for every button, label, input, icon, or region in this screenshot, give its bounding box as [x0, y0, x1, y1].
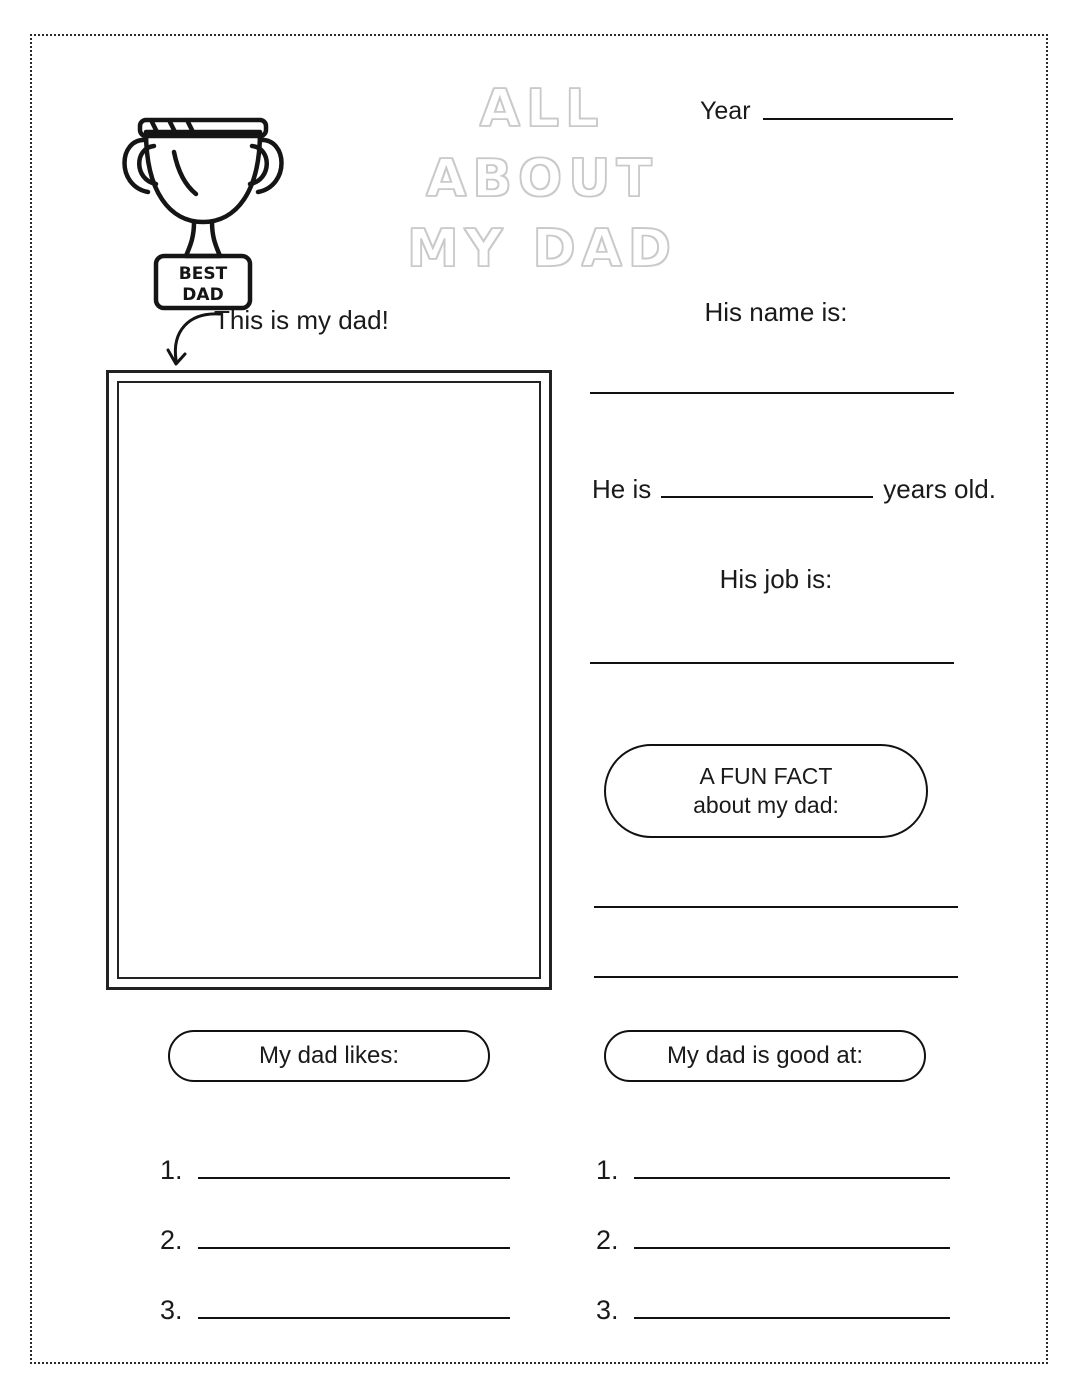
trophy-icon: [108, 60, 298, 305]
good-at-item-number-3: 3.: [596, 1295, 619, 1325]
list-item[interactable]: [596, 1116, 950, 1186]
job-label: His job is:: [719, 564, 833, 594]
likes-write-line-3[interactable]: [198, 1317, 510, 1319]
fun-fact-write-line-1[interactable]: [594, 906, 958, 908]
drawing-frame-inner: [117, 381, 541, 979]
year-write-line[interactable]: [763, 118, 953, 120]
age-suffix-label: years old.: [883, 474, 996, 504]
good-at-write-line-3[interactable]: [634, 1317, 950, 1319]
good-at-item-number-1: 1.: [596, 1155, 619, 1185]
page-title: [352, 74, 732, 284]
trophy-badge-line2: DAD: [182, 285, 224, 305]
list-item[interactable]: [160, 1256, 510, 1326]
list-item[interactable]: [596, 1256, 950, 1326]
age-write-line[interactable]: [661, 496, 873, 498]
good-at-write-line-2[interactable]: [634, 1247, 950, 1249]
likes-header: [168, 1030, 490, 1082]
good-at-label: My dad is good at:: [666, 1042, 864, 1069]
list-item[interactable]: [596, 1186, 950, 1256]
fun-fact-write-line-2[interactable]: [594, 976, 958, 978]
title-line-3: MY DAD: [406, 219, 678, 279]
fun-fact-header: [604, 744, 928, 838]
likes-item-number-1: 1.: [160, 1155, 183, 1185]
good-at-write-line-1[interactable]: [634, 1177, 950, 1179]
fun-fact-line-1: A FUN FACT: [699, 763, 833, 789]
name-write-line[interactable]: [590, 392, 954, 394]
drawing-frame[interactable]: [106, 370, 552, 990]
good-at-item-number-2: 2.: [596, 1225, 619, 1255]
fun-fact-line-2: about my dad:: [693, 792, 839, 818]
list-item[interactable]: [160, 1186, 510, 1256]
likes-write-line-1[interactable]: [198, 1177, 510, 1179]
job-write-line[interactable]: [590, 662, 954, 664]
likes-write-line-2[interactable]: [198, 1247, 510, 1249]
likes-item-number-3: 3.: [160, 1295, 183, 1325]
trophy-badge-line1: BEST: [178, 264, 228, 284]
year-label: Year: [700, 97, 751, 125]
list-item[interactable]: [160, 1116, 510, 1186]
title-line-2: ABOUT: [426, 149, 658, 209]
likes-label: My dad likes:: [258, 1042, 400, 1069]
likes-list: [160, 1116, 510, 1326]
likes-item-number-2: 2.: [160, 1225, 183, 1255]
good-at-header: [604, 1030, 926, 1082]
year-field[interactable]: [700, 96, 953, 126]
name-label: His name is:: [704, 297, 848, 327]
age-field[interactable]: [592, 474, 996, 505]
title-line-1: ALL: [479, 79, 605, 139]
good-at-list: [596, 1116, 950, 1326]
age-prefix-label: He is: [592, 474, 652, 504]
photo-caption: This is my dad!: [214, 305, 389, 335]
